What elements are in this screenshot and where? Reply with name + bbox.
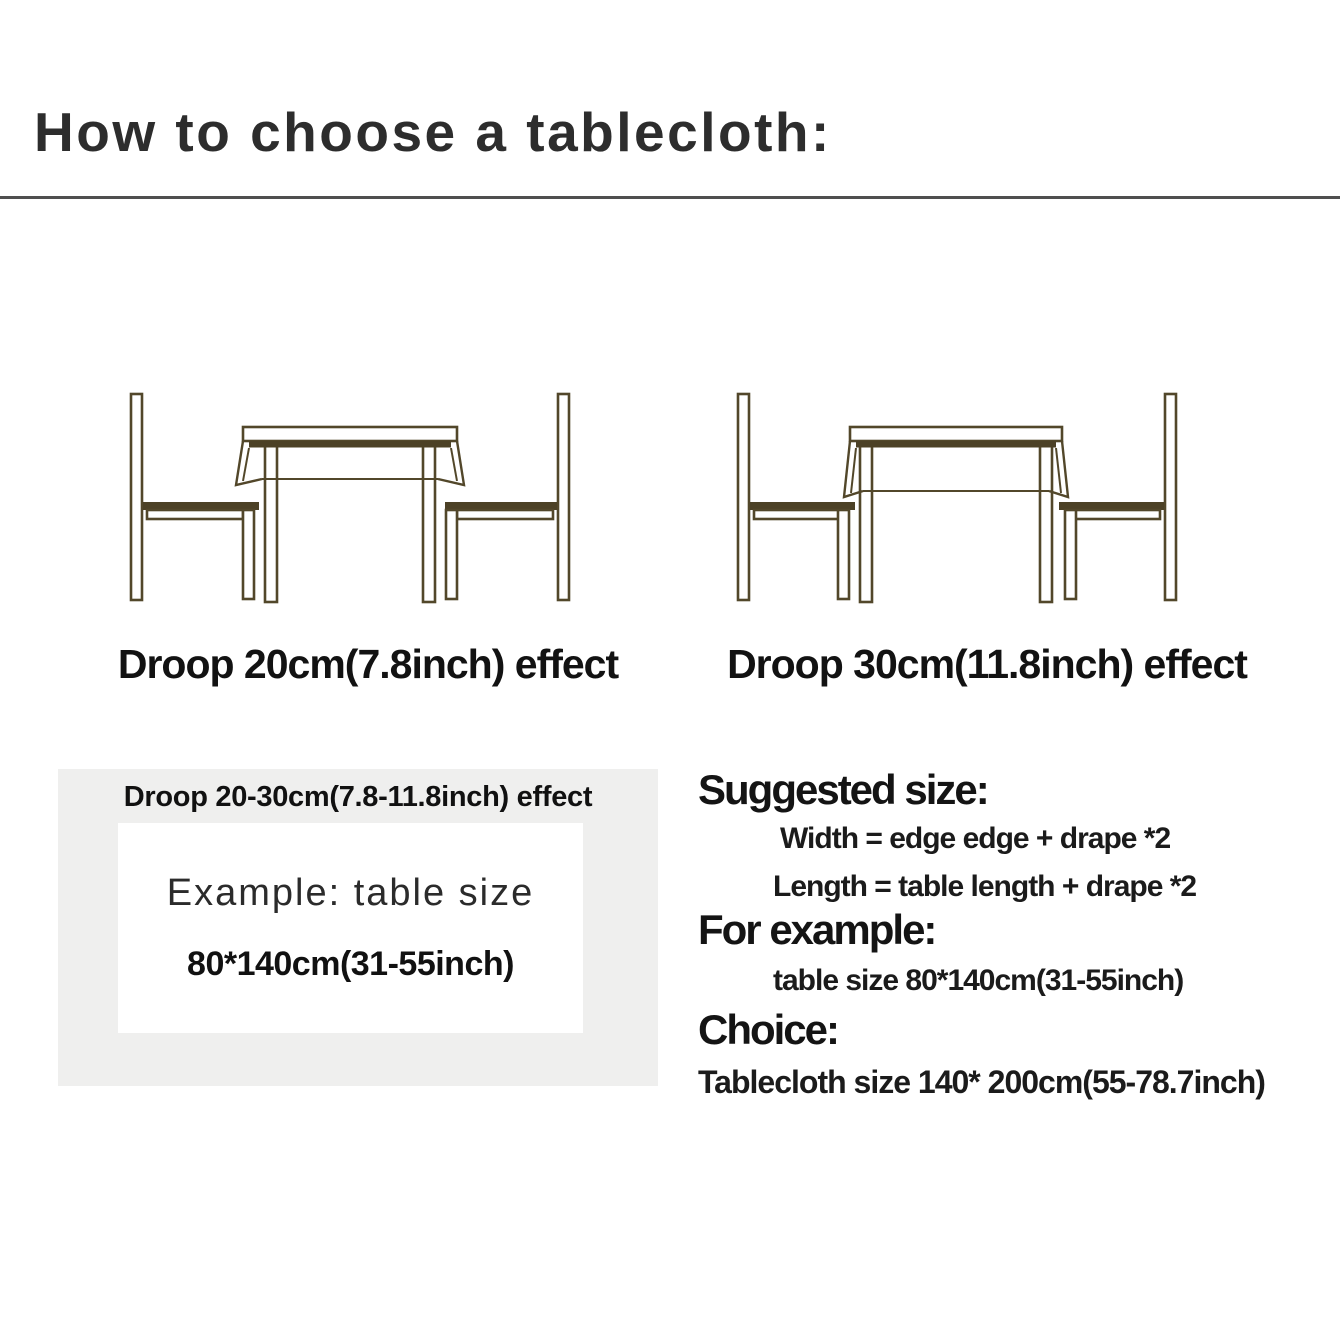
- table-chairs-drawing-droop30: [735, 391, 1179, 606]
- sizing-guide: [690, 760, 1330, 1160]
- chair-right: [1059, 394, 1176, 600]
- table-chairs-drawing-droop20: [128, 391, 572, 606]
- chair-left: [738, 394, 855, 600]
- width-formula: Width = edge edge + drape *2: [780, 822, 1171, 855]
- droop-20cm-caption: Droop 20cm(7.8inch) effect: [117, 641, 619, 687]
- droop-20cm-diagram: [128, 391, 572, 606]
- page-title: How to choose a tablecloth:: [34, 101, 832, 163]
- for-example-heading: For example:: [698, 906, 936, 953]
- table-with-tablecloth: [236, 427, 464, 602]
- suggested-size-heading: Suggested size:: [698, 766, 988, 813]
- example-box: [118, 823, 583, 1033]
- example-table-size-value: 80*140cm(31-55inch): [187, 945, 514, 983]
- example-table-size-label: Example: table size: [166, 872, 535, 914]
- choice-tablecloth-size: Tablecloth size 140* 200cm(55-78.7inch): [698, 1064, 1265, 1100]
- title-divider-line: [0, 196, 1340, 199]
- droop-30cm-caption: Droop 30cm(11.8inch) effect: [727, 641, 1247, 687]
- chair-left: [131, 394, 259, 600]
- chair-right: [445, 394, 569, 600]
- length-formula: Length = table length + drape *2: [773, 870, 1197, 903]
- example-panel-heading: Droop 20-30cm(7.8-11.8inch) effect: [123, 781, 593, 813]
- example-panel: [58, 769, 658, 1086]
- choice-heading: Choice:: [698, 1006, 839, 1053]
- table-with-tablecloth: [844, 427, 1068, 602]
- example-table-size: table size 80*140cm(31-55inch): [773, 964, 1184, 997]
- droop-30cm-diagram: [735, 391, 1179, 606]
